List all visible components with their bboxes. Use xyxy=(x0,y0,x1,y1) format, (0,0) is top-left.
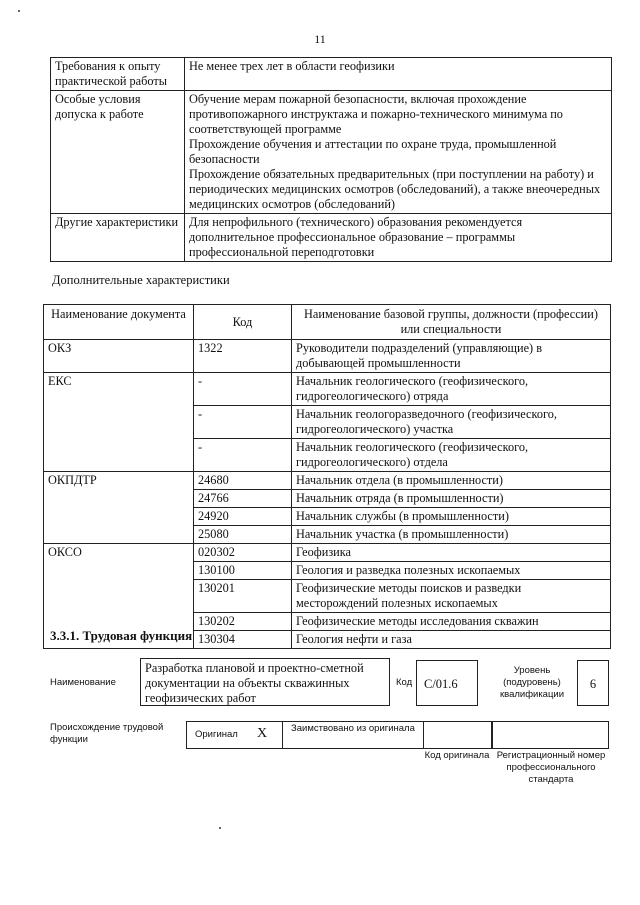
code-cell: 130304 xyxy=(194,631,292,649)
page-number: 11 xyxy=(314,32,326,46)
registration-number-cell xyxy=(491,721,609,749)
code-cell: 1322 xyxy=(194,340,292,373)
requirement-value-line: Обучение мерам пожарной безопасности, включая прохождение противопожарного инструктажа и пожарно-технического минимума по соответствующей программе xyxy=(189,92,563,136)
group-name-cell: Геофизические методы поисков и разведки месторождений полезных ископаемых xyxy=(292,580,611,613)
level-label: Уровень (подуровень) квалификации xyxy=(499,665,565,700)
registration-number-caption: Регистрационный номер профессионального стандарта xyxy=(496,750,606,785)
code-cell: 130201 xyxy=(194,580,292,613)
table-row xyxy=(44,340,611,373)
table-row xyxy=(44,373,611,406)
requirement-value-line: Прохождение обязательных предварительных (при поступлении на работу) и периодических медицинских осмотров (обследований), а также внеочередных медицинских осмотров (обследований) xyxy=(189,167,601,211)
code-cell: 130100 xyxy=(194,562,292,580)
code-cell: 24920 xyxy=(194,508,292,526)
original-cell xyxy=(186,721,283,749)
requirement-value-line: Для непрофильного (технического) образования рекомендуется дополнительное профессиональное образование – программы профессиональной переподготовки xyxy=(189,215,523,259)
requirements-row xyxy=(51,91,612,214)
header-document: Наименование документа xyxy=(44,305,194,340)
original-label: Оригинал xyxy=(195,729,238,740)
group-name-cell: Начальник службы (в промышленности) xyxy=(292,508,611,526)
requirement-value-line: Не менее трех лет в области геофизики xyxy=(189,59,395,73)
code-cell: 020302 xyxy=(194,544,292,562)
group-name-cell: Начальник геологического (геофизического, гидрогеологического) отдела xyxy=(292,439,611,472)
code-cell: 130202 xyxy=(194,613,292,631)
document-name-cell: ОКЗ xyxy=(44,340,194,373)
code-cell: 25080 xyxy=(194,526,292,544)
origin-label: Происхождение трудовой функции xyxy=(50,722,164,745)
name-label: Наименование xyxy=(50,677,116,688)
document-name-cell: ЕКС xyxy=(44,373,194,472)
header-code: Код xyxy=(194,305,292,340)
code-cell: - xyxy=(194,406,292,439)
group-name-cell: Геофизические методы исследования скважин xyxy=(292,613,611,631)
group-name-cell: Начальник участка (в промышленности) xyxy=(292,526,611,544)
requirements-row xyxy=(51,58,612,91)
original-mark: X xyxy=(257,726,268,741)
code-cell: - xyxy=(194,373,292,406)
requirement-value xyxy=(185,214,612,262)
level-value: 6 xyxy=(589,677,597,691)
function-name-box xyxy=(140,658,390,706)
requirement-label: Требования к опыту практической работы xyxy=(51,58,185,91)
additional-characteristics-table xyxy=(43,304,611,649)
code-box xyxy=(416,660,478,706)
table-row xyxy=(44,472,611,490)
group-name-cell: Руководители подразделений (управляющие) в добывающей промышленности xyxy=(292,340,611,373)
header-group-name: Наименование базовой группы, должности (профессии) или специальности xyxy=(292,305,611,340)
function-name: Разработка плановой и проектно-сметной документации на объекты скважинных геофизических работ xyxy=(145,661,364,705)
group-name-cell: Начальник геологического (геофизического, гидрогеологического) отряда xyxy=(292,373,611,406)
code-cell: - xyxy=(194,439,292,472)
scan-speck xyxy=(18,10,20,12)
borrowed-cell xyxy=(282,721,424,749)
function-code: С/01.6 xyxy=(424,677,458,691)
requirement-value xyxy=(185,58,612,91)
requirement-value xyxy=(185,91,612,214)
group-name-cell: Геология нефти и газа xyxy=(292,631,611,649)
code-label: Код xyxy=(396,677,413,688)
additional-characteristics-heading: Дополнительные характеристики xyxy=(52,273,230,287)
requirement-label: Другие характеристики xyxy=(51,214,185,262)
group-name-cell: Геология и разведка полезных ископаемых xyxy=(292,562,611,580)
code-cell: 24680 xyxy=(194,472,292,490)
requirements-row xyxy=(51,214,612,262)
group-name-cell: Начальник отряда (в промышленности) xyxy=(292,490,611,508)
code-cell: 24766 xyxy=(194,490,292,508)
original-code-caption: Код оригинала xyxy=(424,750,490,761)
section-title: 3.3.1. Трудовая функция xyxy=(50,628,193,643)
requirements-table xyxy=(50,57,612,262)
original-code-cell xyxy=(423,721,493,749)
scan-speck xyxy=(219,827,221,829)
group-name-cell: Начальник геологоразведочного (геофизического, гидрогеологического) участка xyxy=(292,406,611,439)
document-name-cell: ОКПДТР xyxy=(44,472,194,544)
level-box xyxy=(577,660,609,706)
requirement-label: Особые условия допуска к работе xyxy=(51,91,185,214)
requirement-value-line: Прохождение обучения и аттестации по охране труда, промышленной безопасности xyxy=(189,137,557,166)
document-name-cell: ОКСО xyxy=(44,544,194,649)
borrowed-label: Заимствовано из оригинала xyxy=(291,723,415,734)
group-name-cell: Начальник отдела (в промышленности) xyxy=(292,472,611,490)
table-row xyxy=(44,544,611,562)
group-name-cell: Геофизика xyxy=(292,544,611,562)
